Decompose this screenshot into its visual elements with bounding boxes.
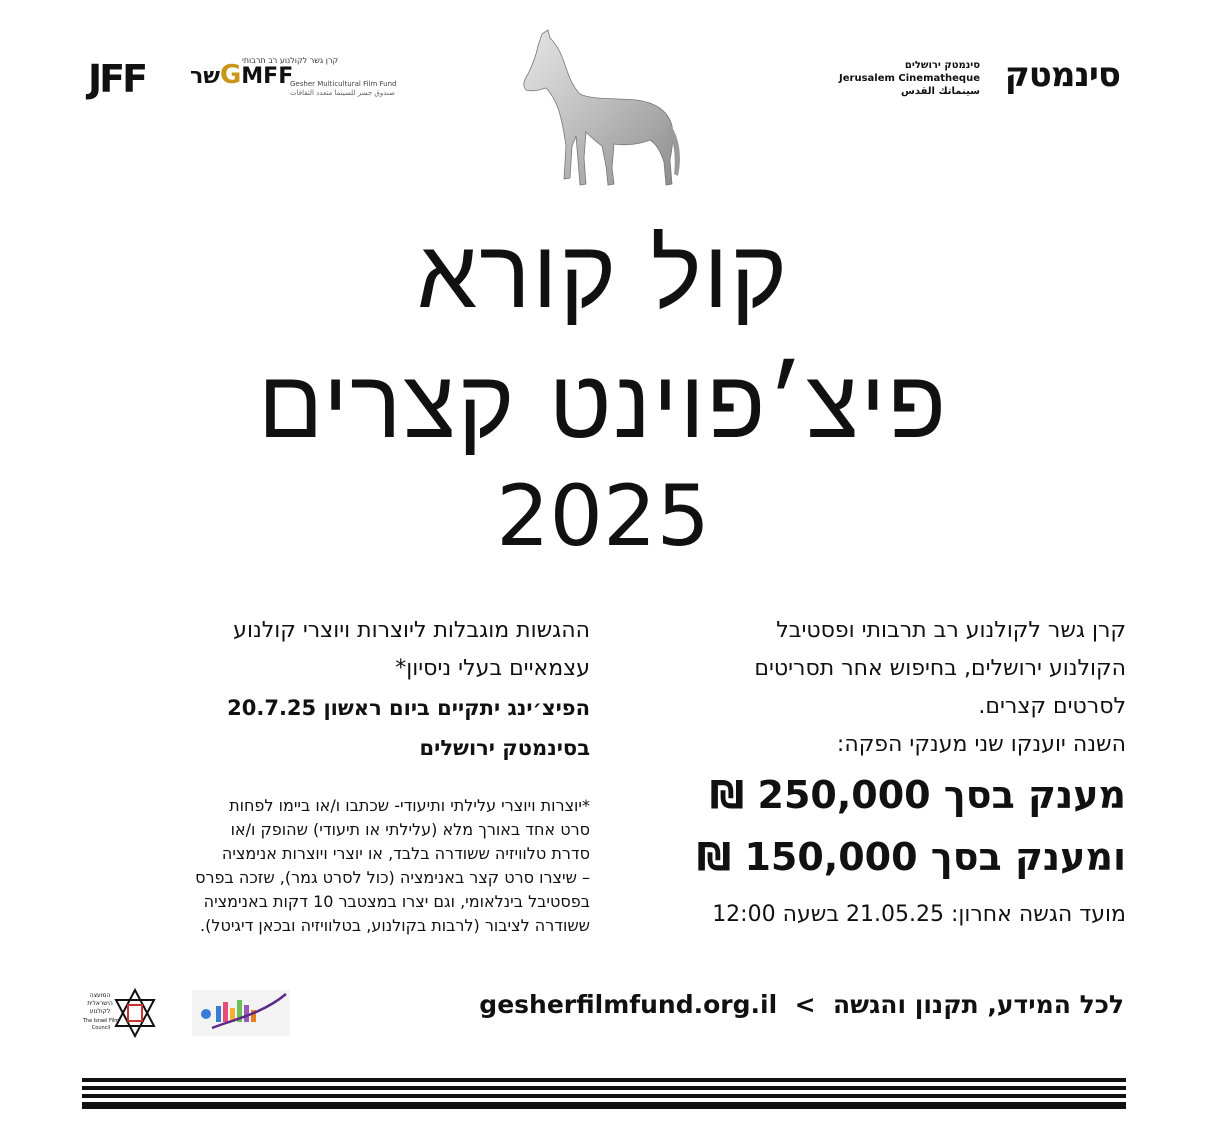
footnote-line: ששודרה לציבור (לרבות בקולנוע, בטלוויזיה ובכאן דיגיטל). (200, 916, 590, 935)
intro-line: הקולנוע ירושלים, בחיפוש אחר תסריטים (754, 656, 1126, 681)
eligibility-line: ההגשות מוגבלות ליוצרות ויוצרי קולנוע (233, 618, 590, 643)
footnote-line: בפסטיבל בינלאומי, וגם יצרו במצטבר 10 דקות באנימציה (203, 892, 590, 911)
pitching-location: בסינמטק ירושלים (419, 736, 590, 760)
page-title-year: 2025 (496, 467, 710, 565)
intro-line: השנה יוענקו שני מענקי הפקה: (836, 732, 1126, 757)
ifc-logo-english: The Israel Film Council (82, 1018, 120, 1031)
gesher-logo-mark-g: G (219, 60, 242, 90)
pitching-date: הפיצ׳ינג יתקיים ביום ראשון 20.7.25 (227, 696, 590, 720)
gesher-logo-mark-prefix: שר (190, 64, 220, 89)
footnote-line: – שיצרו סרט קצר באנימציה (כול לסרט גמר), שזכה בפרס (195, 868, 590, 887)
gesher-logo-mark (190, 62, 293, 88)
submission-deadline: מועד הגשה אחרון: 21.05.25 בשעה 12:00 (712, 902, 1126, 927)
page-title-line-2: פיצ׳פוינט קצרים (257, 348, 949, 460)
website-url[interactable]: gesherfilmfund.org.il (479, 990, 778, 1019)
grant-amount-2: ומענק בסך 150,000 ₪ (696, 835, 1126, 879)
jerusalem-municipality-logo-icon (192, 990, 290, 1036)
gesher-logo-mark-suffix: MFF (241, 64, 294, 89)
jff-logo: JFF (88, 57, 146, 101)
gesher-logo-english: Gesher Multicultural Film Fund (290, 80, 397, 88)
website-link-label: לכל המידע, תקנון והגשה (832, 990, 1124, 1019)
decorative-stripes (82, 1078, 1126, 1112)
intro-line: לסרטים קצרים. (978, 694, 1126, 719)
footnote-line: *יוצרות ויוצרי עלילתי ותיעודי- שכתבו ו/או ביימו לפחות (229, 796, 590, 815)
eligibility-line: עצמאיים בעלי ניסיון* (395, 656, 590, 681)
gesher-logo-hebrew: קרן גשר לקולנוע רב תרבותי (242, 56, 339, 65)
website-link[interactable] (479, 990, 1124, 1019)
israel-film-council-logo (80, 988, 160, 1040)
intro-line: קרן גשר לקולנוע רב תרבותי ופסטיבל (776, 618, 1126, 643)
cinematheque-logo-mark: סינמטק (1004, 55, 1120, 95)
eligibility-footnote (90, 794, 590, 938)
chevron-left-icon: < (785, 990, 825, 1019)
grant-amount-1: מענק בסך 250,000 ₪ (709, 773, 1126, 817)
gesher-film-fund-logo (190, 56, 397, 100)
ifc-logo-hebrew: המועצה הישראלית לקולנוע (87, 992, 113, 1015)
film-strip-icon (114, 988, 156, 1038)
horse-icon (520, 28, 686, 190)
cinematheque-logo-english: Jerusalem Cinematheque (839, 73, 980, 84)
page-title-line-1: קול קורא (416, 218, 790, 330)
footnote-line: סרט אחד באורך מלא (עלילתי או תיעודי) שהופק ו/או (230, 820, 590, 839)
footnote-line: סדרת טלוויזיה ששודרה בלבד, או יוצרי ויוצרות אנימציה (221, 844, 590, 863)
gesher-logo-arabic: صندوق جسر للسينما متعدد الثقافات (290, 89, 395, 97)
grant-info-column (656, 612, 1126, 932)
cinematheque-logo-arabic: سينماتك القدس (901, 86, 980, 97)
cinematheque-logo-hebrew: סינמטק ירושלים (904, 60, 980, 71)
eligibility-column (90, 612, 590, 938)
jerusalem-cinematheque-logo (839, 52, 1120, 106)
